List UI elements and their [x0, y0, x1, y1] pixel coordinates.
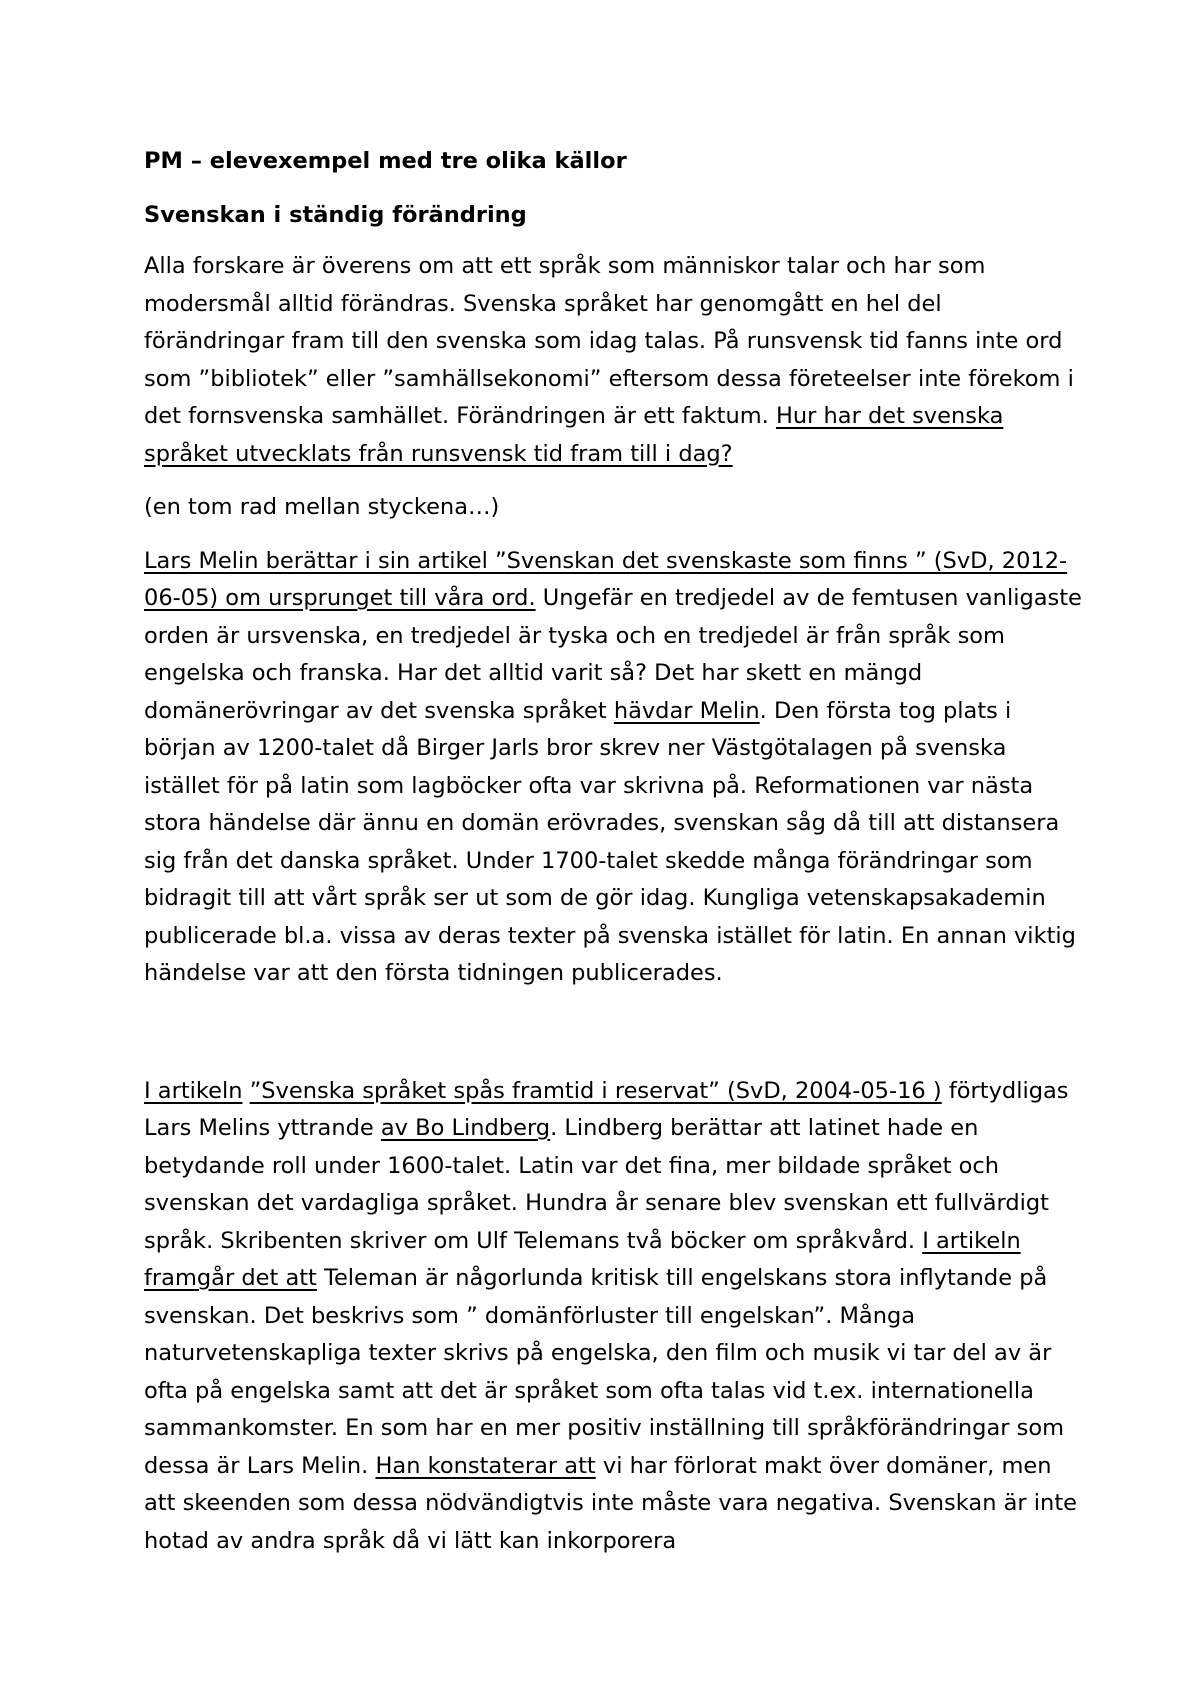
- lindberg-paragraph: [144, 1073, 1084, 1561]
- lindberg-text-2: . Lindberg berättar att latinet hade en betydande roll under 1600-talet. Latin var det fina, mer bildade språket och svenskan det vardagliga språket. Hundra år senare blev svenskan ett fullvärdigt språk. Skribenten skriver om Ulf Telemans två böcker om språkvård.: [144, 1115, 1049, 1254]
- intro-text: Alla forskare är överens om att ett språk som människor talar och har som modersmål alltid förändras. Svenska språket har genomgått en hel del förändringar fram till den svenska som idag talas. På runsvensk tid fanns inte ord som ”bibliotek” eller ”samhällsekonomi” eftersom dessa företeelser inte förekom i det fornsvenska samhället. Förändringen är ett faktum.: [144, 253, 1074, 429]
- document-subtitle: Svenskan i ständig förändring: [144, 201, 527, 228]
- melin-text-1: Ungefär en tredjedel av de femtusen vanligaste orden är ursvenska, en tredjedel är tyska och en tredjedel är från språk som engelska och franska. Har det alltid varit så? Det har skett en mängd domänerövringar av det svenska språket: [144, 585, 1082, 724]
- document-body: [144, 143, 1084, 1576]
- intro-paragraph: [144, 248, 1084, 473]
- source-reference-reservat: ”Svenska språket spås framtid i reservat” (SvD, 2004-05-16 ): [249, 1077, 942, 1104]
- note-line: (en tom rad mellan styckena…): [144, 494, 500, 520]
- reference-marker-konstaterar: Han konstaterar att: [375, 1452, 596, 1479]
- reference-marker-framgar: I artikeln framgår det att: [144, 1227, 1021, 1291]
- research-question: Hur har det svenska språket utvecklats från runsvensk tid fram till i dag?: [144, 403, 1004, 467]
- lindberg-text-1: förtydligas Lars Melins yttrande: [144, 1077, 1069, 1141]
- melin-text-2: . Den första tog plats i början av 1200-talet då Birger Jarls bror skrev ner Västgötalagen på svenska istället för på latin som lagböcker ofta var skrivna på. Reformationen var nästa stora händelse där ännu en domän erövrades, svenskan såg då till att distansera sig från det danska språket. Under 1700-talet skedde många förändringar som bidragit till att vårt språk ser ut som de gör idag. Kungliga vetenskapsakademin publicerade bl.a. vissa av deras texter på svenska istället för latin. En annan viktig händelse var att den första tidningen publicerades.: [144, 697, 1076, 986]
- source-author-lindberg: av Bo Lindberg: [380, 1115, 551, 1141]
- document-title: PM – elevexempel med tre olika källor: [144, 148, 627, 174]
- claim-marker: hävdar Melin: [613, 697, 760, 724]
- lindberg-text-4: vi har förlorat makt över domäner, men att skeenden som dessa nödvändigtvis inte måste vara negativa. Svenskan är inte hotad av andra språk då vi lätt kan inkorporera: [144, 1452, 1077, 1554]
- space: [242, 1078, 249, 1104]
- source-reference-melin: Lars Melin berättar i sin artikel ”Svenskan det svenskaste som finns ” (SvD, 2012-06-05) om ursprunget till våra ord.: [144, 547, 1068, 611]
- melin-paragraph: [144, 543, 1084, 993]
- reference-intro: I artikeln: [144, 1077, 243, 1104]
- lindberg-text-3: Teleman är någorlunda kritisk till engelskans stora inflytande på svenskan. Det beskrivs som ” domänförluster till engelskan”. Många naturvetenskapliga texter skrivs på engelska, den film och musik vi tar del av är ofta på engelska samt att det är språket som ofta talas vid t.ex. internationella sammankomster. En som har en mer positiv inställning till språkförändringar som dessa är Lars Melin.: [144, 1265, 1065, 1479]
